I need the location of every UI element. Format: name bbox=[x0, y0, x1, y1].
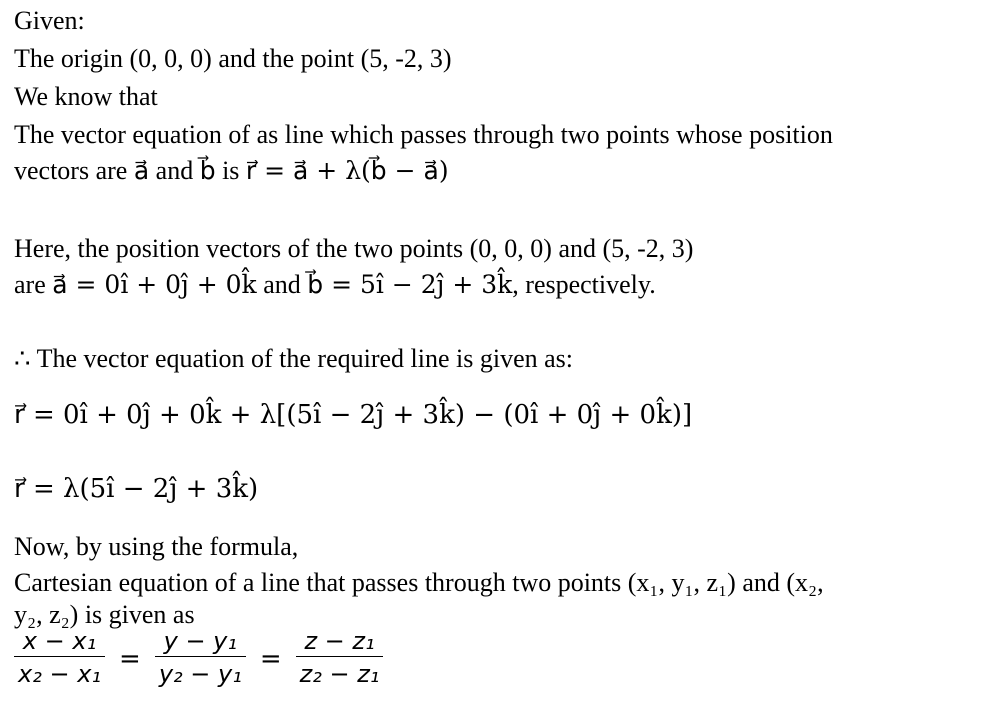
formula-intro: Now, by using the formula, bbox=[14, 532, 299, 561]
position-vectors-text: Here, the position vectors of the two points (0, 0, 0) and (5, -2, 3) bbox=[14, 234, 694, 263]
equals-sign: = bbox=[259, 643, 282, 674]
is-text: is bbox=[222, 156, 240, 185]
vector-b-symbol: b⃗ bbox=[199, 156, 216, 185]
required-line-equation: r⃗ = 0î + 0ĵ + 0k̂ + λ[(5î − 2ĵ + 3k̂) − (0î + 0ĵ + 0k̂)] bbox=[14, 400, 693, 430]
fraction-z bbox=[296, 626, 384, 691]
fraction-x-denominator: x₂ − x₁ bbox=[18, 660, 102, 688]
fraction-z-denominator: z₂ − z₁ bbox=[299, 660, 380, 688]
simplified-line-equation: r⃗ = λ(5î − 2ĵ + 3k̂) bbox=[14, 474, 259, 504]
cartesian-intro-cont: y₂, z₂) is given as bbox=[14, 600, 195, 629]
fraction-z-numerator: z − z₁ bbox=[296, 626, 384, 657]
and-text-2: and bbox=[263, 270, 301, 299]
cartesian-intro: Cartesian equation of a line that passes through two points (x₁, y₁, z₁) and (x₂, bbox=[14, 568, 824, 597]
vector-equation-intro: The vector equation of as line which passes through two points whose position bbox=[14, 120, 833, 149]
fraction-y bbox=[155, 626, 246, 691]
respectively-text: , respectively. bbox=[512, 270, 656, 299]
vector-equation-line bbox=[14, 156, 449, 186]
therefore-text: ∴ The vector equation of the required line is given as: bbox=[14, 344, 573, 373]
vector-a-value: a⃗ = 0î + 0ĵ + 0k̂ bbox=[52, 270, 257, 299]
given-heading: Given: bbox=[14, 6, 85, 35]
fraction-x-numerator: x − x₁ bbox=[14, 626, 105, 657]
line-vector-formula: r⃗ = a⃗ + λ(b⃗ − a⃗) bbox=[245, 156, 449, 185]
cartesian-equation bbox=[14, 626, 383, 691]
and-text: and bbox=[155, 156, 194, 185]
are-text: are bbox=[14, 270, 46, 299]
fraction-y-denominator: y₂ − y₁ bbox=[158, 660, 242, 688]
given-points: The origin (0, 0, 0) and the point (5, -2, 3) bbox=[14, 44, 452, 73]
fraction-y-numerator: y − y₁ bbox=[155, 626, 246, 657]
we-know-text: We know that bbox=[14, 82, 158, 111]
vectors-are-text: vectors are bbox=[14, 156, 128, 185]
vector-a-symbol: a⃗ bbox=[133, 156, 150, 185]
equals-sign: = bbox=[119, 643, 141, 674]
position-vectors-values bbox=[14, 270, 656, 300]
vector-b-value: b⃗ = 5î − 2ĵ + 3k̂ bbox=[307, 270, 513, 299]
fraction-x bbox=[14, 626, 105, 691]
